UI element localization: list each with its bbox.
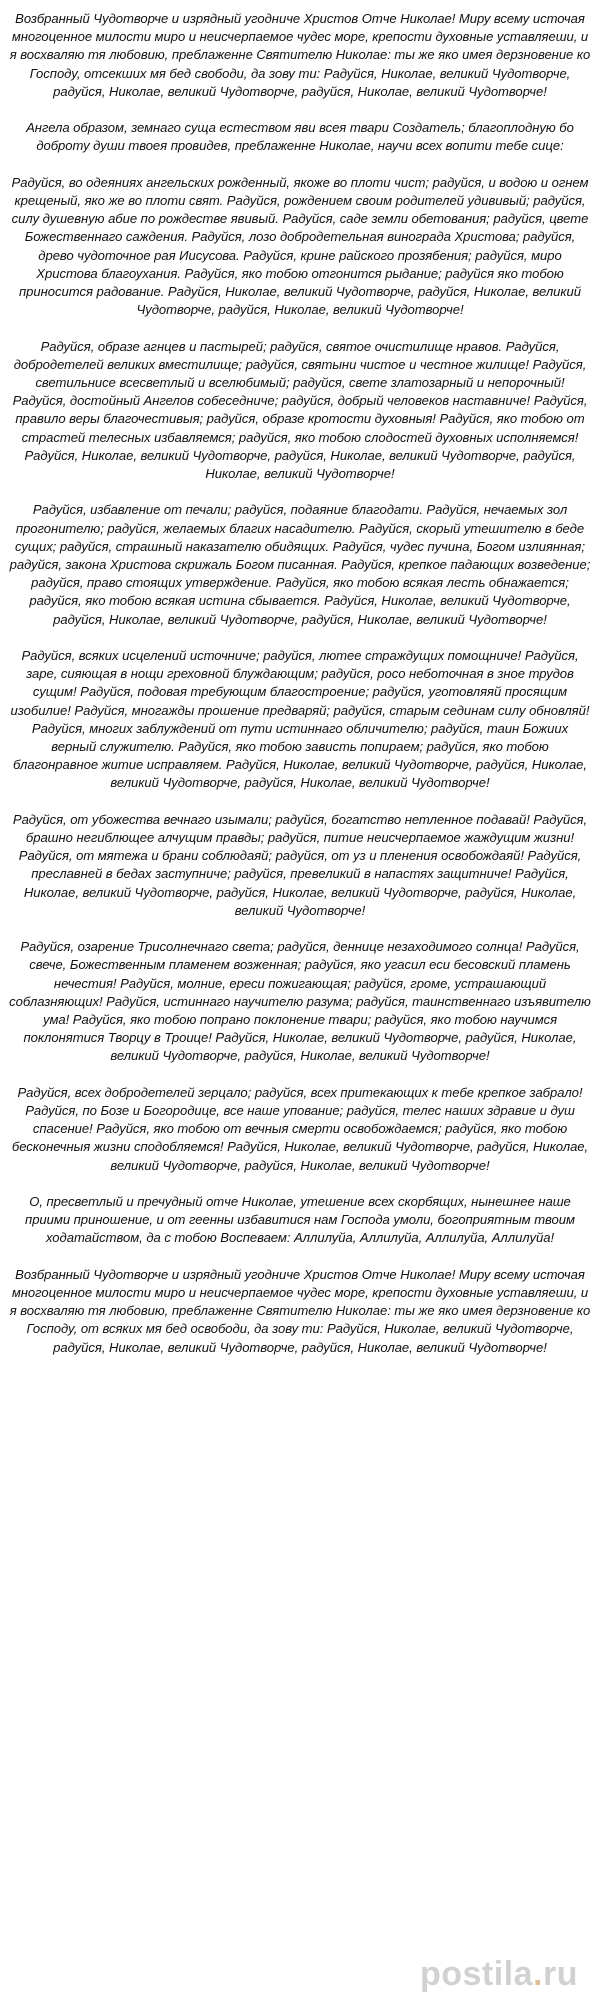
prayer-paragraph-1: Возбранный Чудотворче и изрядный угодниче Христов Отче Николае! Миру всему источая многоценное милости миро и неисчерпаемое чудес море, крепости духовные уставляеши, и я восхваляю тя любовию, преблаженне Святителю Николае: ты же яко имея дерзновение ко Господу, отсекших мя бед свободи, да зову ти: Радуйся, Николае, великий Чудотворче, радуйся, Николае, великий Чудотворче, радуйся, Николае, великий Чудотворче! (9, 11, 591, 99)
prayer-document (8, 10, 592, 1375)
watermark-dot: . (533, 1955, 543, 1993)
prayer-paragraph-6: Радуйся, всяких исцелений источниче; радуйся, лютее страждущих помощниче! Радуйся, заре, сияющая в нощи греховной блуждающим; радуйся, росо неботочная в зное трудов сущим! Радуйся, подовая требующим благостроение; радуйся, уготовляяй просящим изобилие! Радуйся, многажды прошение предваряй; радуйся, старым сединам силу обновляй! Радуйся, многих заблуждений от пути истиннаго обличителю; радуйся, таин Божиих верный служителю. Радуйся, яко тобою зависть попираем; радуйся, яко тобою благонравное житие исправляем. Радуйся, Николае, великий Чудотворче, радуйся, Николае, великий Чудотворче, радуйся, Николае, великий Чудотворче! (10, 648, 590, 791)
prayer-paragraph-2: Ангела образом, земнаго суща естеством яви всея твари Создатель; благоплодную бо доброту души твоея провидев, преблаженне Николае, научи всех вопити тебе сице: (26, 120, 574, 154)
prayer-paragraph-8: Радуйся, озарение Трисолнечнаго света; радуйся, деннице незаходимого солнца! Радуйся, свече, Божественным пламенем возженная; радуйся, яко угасил еси бесовский пламень нечестия! Радуйся, молние, ереси пожигающая; радуйся, громе, устрашающий соблазняющих! Радуйся, истиннаго научителю разума; радуйся, таинственнаго изъявителю ума! Радуйся, яко тобою попрано поклонение твари; радуйся, яко тобою научимся поклонятися Творцу в Троице! Радуйся, Николае, великий Чудотворче, радуйся, Николае, великий Чудотворче, радуйся, Николае, великий Чудотворче! (9, 939, 591, 1064)
postila-watermark (420, 1955, 578, 1994)
prayer-paragraph-4: Радуйся, образе агнцев и пастырей; радуйся, святое очистилище нравов. Радуйся, добродетелей великих вместилище; радуйся, святыни чистое и честное жилище! Радуйся, светильнисе всесветлый и вселюбимый; радуйся, свете златозарный и непорочный! Радуйся, достойный Ангелов собеседниче; радуйся, добрый человеков наставниче! Радуйся, правило веры благочестивыя; радуйся, образе кротости духовныя! Радуйся, яко тобою от страстей телесных избавляемся; радуйся, яко тобою слодостей духовных исполняемся! Радуйся, Николае, великий Чудотворче, радуйся, Николае, великий Чудотворче, радуйся, Николае, великий Чудотворче! (12, 338, 588, 482)
prayer-paragraph-5: Радуйся, избавление от печали; радуйся, подаяние благодати. Радуйся, нечаемых зол прогонителю; радуйся, желаемых благих насадителю. Радуйся, скорый утешителю в беде сущих; радуйся, страшный наказателю обидящих. Радуйся, чудес пучина, Богом излиянная; радуйся, закона Христова скрижаль Богом писанная. Радуйся, крепкое падающих возведение; радуйся, право стоящих утверждение. Радуйся, яко тобою всякая лесть обнажается; радуйся, яко тобою всякая истина сбывается. Радуйся, Николае, великий Чудотворче, радуйся, Николае, великий Чудотворче, радуйся, Николае, великий Чудотворче! (9, 502, 591, 627)
prayer-paragraph-7: Радуйся, от убожества вечнаго изымали; радуйся, богатство нетленное подавай! Радуйся, брашно негиблющее алчущим правды; радуйся, питие неисчерпаемое жаждущим жизни! Радуйся, от мятежа и брани соблюдаяй; радуйся, от уз и пленения освобождаяй! Радуйся, преславней в бедах заступниче; радуйся, превеликий в напастях защитниче! Радуйся, Николае, великий Чудотворче, радуйся, Николае, великий Чудотворче, радуйся, Николае, великий Чудотворче! (12, 811, 588, 918)
watermark-name: postila (419, 1955, 534, 1993)
prayer-paragraph-11: Возбранный Чудотворче и изрядный угодниче Христов Отче Николае! Миру всему источая многоценное милости миро и неисчерпаемое чудес море, крепости духовные уставляеши, и я восхваляю тя любовию, преблаженне Святителю Николае: ты же яко имея дерзновение ко Господу, от всяких мя бед освободи, да зову ти: Радуйся, Николае, великий Чудотворче, радуйся, Николае, великий Чудотворче, радуйся, Николае, великий Чудотворче! (9, 1266, 591, 1355)
prayer-paragraph-9: Радуйся, всех добродетелей зерцало; радуйся, всех притекающих к тебе крепкое забрало! Радуйся, по Бозе и Богородице, все наше упование; радуйся, телес наших здравие и душ спасение! Радуйся, яко тобою от вечныя смерти освобождаемся; радуйся, яко тобою бесконечныя жизни сподобляемся! Радуйся, Николае, великий Чудотворче, радуйся, Николае, великий Чудотворче, радуйся, Николае, великий Чудотворче! (11, 1084, 589, 1173)
watermark-tld: ru (543, 1955, 578, 1993)
prayer-paragraph-3: Радуйся, во одеяниях ангельских рожденный, якоже во плоти чист; радуйся, и водою и огнем крещеный, яко же во плоти свят. Радуйся, рождением своим родителей удививый; радуйся, силу душевную абие по рождестве явивый. Радуйся, саде земли обетования; радуйся, цвете Божественнаго саждения. Радуйся, лозо добродетельная винограда Христова; радуйся, древо чудоточное рая Иисусова. Радуйся, крине райского прозябения; радуйся, миро Христова благоухания. Радуйся, яко тобою отгонится рыдание; радуйся яко тобою приносится радование. Радуйся, Николае, великий Чудотворче, радуйся, Николае, великий Чудотворче, радуйся, Николае, великий Чудотворче! (11, 174, 589, 318)
prayer-paragraph-10: О, пресветлый и пречудный отче Николае, утешение всех скорбящих, нынешнее наше приими приношение, и от геенны избавитися нам Господа умоли, богоприятным твоим ходатайством, да с тобою Воспеваем: Аллилуйа, Аллилуйа, Аллилуйа, Аллилуйа! (25, 1194, 575, 1246)
